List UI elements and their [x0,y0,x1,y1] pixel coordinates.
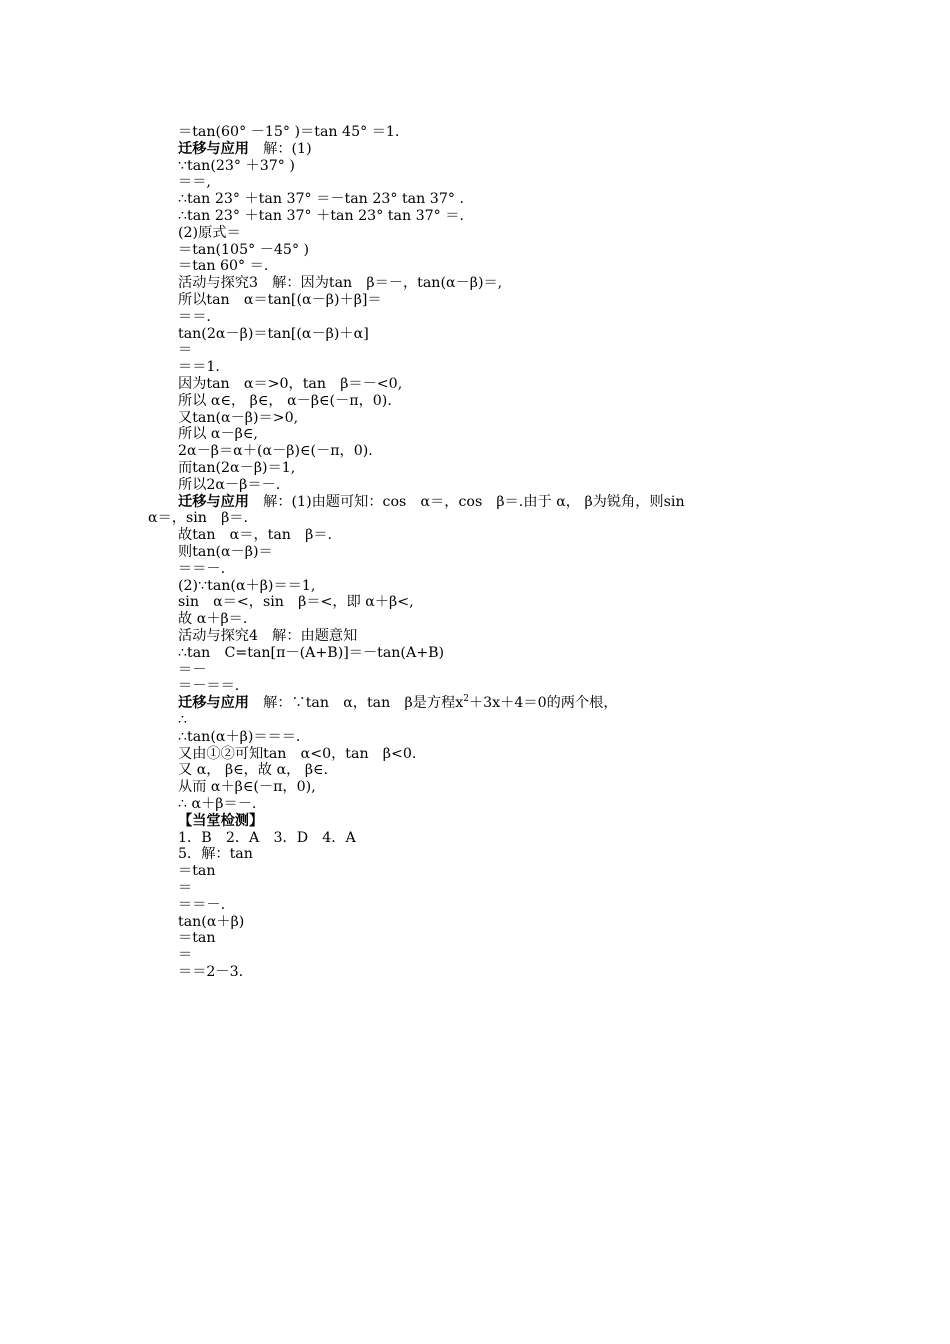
line-text: 2α－β＝α＋(α－β)∈(－π，0). [178,443,373,460]
line-text: ∴ [178,712,188,728]
text-line [178,695,618,712]
text-line [178,729,300,746]
line-text: tan(α＋β) [178,913,245,930]
line-text: tan(2α－β)＝tan[(α－β)＋α] [178,325,369,342]
line-text: ＝＝2－3. [178,964,244,980]
line-text: sin α＝<，sin β＝<，即 α＋β<, [178,594,414,611]
text-line [178,258,268,275]
text-line [178,477,280,494]
text-line [178,174,211,191]
text-line [178,594,414,611]
text-line [178,628,357,645]
text-line [178,191,464,208]
line-text: ＝ [178,947,193,964]
text-line [178,393,392,410]
line-text: 又tan(α－β)＝>0, [178,409,299,426]
line-text: ＝tan(105° －45° ) [178,241,310,258]
line-text: 所以tan α＝tan[(α－β)＋β]＝ [178,292,382,308]
line-text: ＝tan [178,930,216,947]
section-heading: 迁移与应用 [178,695,249,712]
line-text: ∴tan C=tan[π－(A+B)]＝－tan(A+B) [178,644,445,661]
line-text: ＝－＝＝. [178,678,240,695]
text-line [178,208,464,225]
text-line [178,712,187,729]
text-line [178,662,206,679]
superscript: 2 [463,694,469,705]
text-line [178,645,444,662]
text-line [178,359,220,376]
text-line [178,460,295,477]
line-text: 解：(1)由题可知：cos α＝，cos β＝.由于 α， β为锐角，则sin [248,493,685,510]
line-text: 故tan α＝，tan β＝. [178,527,333,544]
text-line [178,897,225,914]
line-text: 所以2α－β＝－. [178,476,281,493]
text-line [178,309,211,326]
line-text: 因为tan α＝>0，tan β＝－<0, [178,376,403,392]
text-line [178,527,332,544]
line-text: ＝tan(60° －15° )＝tan 45° ＝1. [178,124,400,140]
line-text: 解：(1) [248,140,312,157]
line-text: 又由①②可知tan α<0，tan β<0. [178,745,417,762]
text-line [178,930,216,947]
text-line [178,830,356,847]
text-line [178,225,241,242]
text-line [178,796,256,813]
text-line [178,611,247,628]
text-line [178,947,192,964]
text-line [178,426,258,443]
text-line [178,678,239,695]
text-line [178,544,273,561]
line-text: 1．B 2．A 3．D 4．A [178,829,356,846]
text-line [178,863,216,880]
text-line [178,846,253,863]
line-text: 故 α＋β＝. [178,611,248,628]
text-line [178,376,402,393]
line-text: 所以 α∈， β∈， α－β∈(－π，0). [178,392,392,409]
text-line [178,410,298,427]
text-line [178,762,328,779]
line-text: ＝ [178,880,193,896]
line-text: ∴tan 23° ＋tan 37° ＝－tan 23° tan 37° . [178,191,464,208]
line-text: 活动与探究4 解：由题意知 [178,628,358,644]
line-text: 所以 α－β∈, [178,426,258,443]
text-line [178,914,244,931]
line-text: 则tan(α－β)＝ [178,544,273,560]
line-text: ∴tan(α＋β)＝＝＝. [178,728,301,745]
line-text: ∴tan 23° ＋tan 37° ＋tan 23° tan 37° ＝. [178,208,464,224]
text-line [178,561,225,578]
section-heading: 迁移与应用 [178,140,249,157]
line-text: ∴ α＋β＝－. [178,796,257,812]
text-line [178,578,315,595]
text-line [178,880,192,897]
section-heading: 迁移与应用 [178,493,249,510]
line-text: ＝＝－. [178,896,226,913]
text-line [178,443,373,460]
line-text: 而tan(2α－β)＝1, [178,460,296,476]
text-line [178,326,369,343]
text-line [178,746,416,763]
text-line [178,494,685,511]
text-line [178,242,309,259]
line-text: (2)原式＝ [178,224,241,241]
text-line [178,964,243,981]
line-text: ＝＝－. [178,560,226,577]
line-text: ＝＝1. [178,359,220,376]
line-text: ＝＝, [178,174,211,191]
line-text: ＝tan [178,863,216,880]
line-text: 从而 α＋β∈(－π，0), [178,779,316,796]
text-line [178,158,295,175]
line-text-continued: ＋3x＋4＝0的两个根， [468,695,618,712]
line-text: 活动与探究3 解：因为tan β＝－，tan(α－β)＝, [178,275,503,292]
line-text: α＝，sin β＝. [148,510,248,527]
text-line [178,124,399,141]
text-line [178,292,382,309]
line-text: 5．解：tan [178,846,253,863]
text-line [178,141,312,158]
line-text: ＝ [178,342,193,359]
line-text: 又 α， β∈，故 α， β∈. [178,762,329,779]
section-heading: 【当堂检测】 [178,812,264,829]
line-text: 解：∵tan α，tan β是方程x [248,695,464,712]
line-text: ＝tan 60° ＝. [178,258,269,275]
text-line [178,275,502,292]
line-text: (2)∵tan(α＋β)＝＝1, [178,577,316,594]
text-line [178,342,192,359]
line-text: ＝－ [178,661,207,678]
line-text: ∵tan(23° ＋37° ) [178,157,295,174]
line-text: ＝＝. [178,308,211,325]
text-line [178,779,316,796]
text-line [178,813,263,830]
text-line [148,510,248,527]
